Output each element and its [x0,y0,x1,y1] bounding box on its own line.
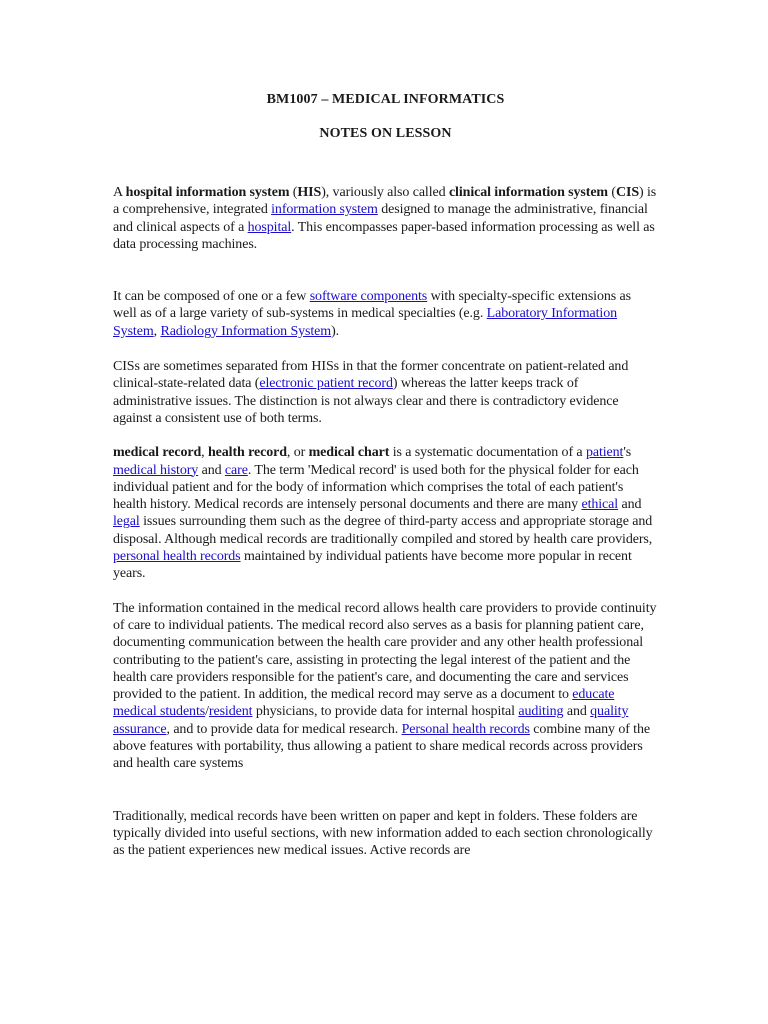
text-span: . The term 'Medical record' is used both for the physical folder for each individual patient and for the body of information which comprises the total of each patient's health history. Medical records are intensely personal documents and there are many [113,462,639,513]
text-span: and [563,704,591,720]
document-page [113,88,658,860]
text-span: and [618,497,642,513]
link-resident[interactable]: resident [208,704,253,720]
text-span: and [198,462,225,478]
term-his: hospital information system [125,185,290,200]
paragraph-components [113,288,658,340]
text-span: issues surrounding them such as the degree of third-party access and appropriate storage and disposal. Although medical records are traditionally compiled and stored by health care providers, [113,514,653,547]
link-care[interactable]: care [224,462,248,478]
text-span: , [153,323,161,339]
link-electronic-patient-record[interactable]: electronic patient record [259,376,393,392]
paragraph-record-uses [113,600,658,773]
text-span: ), variously also called [321,185,449,200]
link-hospital[interactable]: hospital [247,219,292,235]
text-span: ( [289,185,298,200]
paragraph-his-definition [113,184,658,253]
term-health-record: health record [207,445,287,461]
link-quality-assurance[interactable]: quality assurance [113,704,629,737]
paragraph-paper-records [113,808,658,860]
text-span: combine many of the above features with portability, thus allowing a patient to share medical records across providers and health care systems [113,721,650,772]
link-medical-students[interactable]: medical students [113,704,206,720]
term-his-abbr: HIS [297,185,322,200]
course-title: BM1007 – MEDICAL INFORMATICS [266,92,505,107]
link-auditing[interactable]: auditing [518,704,564,720]
text-span: , [201,445,208,461]
text-span: The information contained in the medical record allows health care providers to provide continuity of care to individual patients. The medical record also serves as a basis for planning patient care, documenting communication between the health care provider and any other health professional contributing to the patient's care, assisting in protecting the legal interest of the patient and the health care providers responsible for the patient's care, and documenting the care and services provided to the patient. In addition, the medical record may serve as a document to [113,600,657,703]
link-radiology-information-system[interactable]: Radiology Information System [160,323,332,339]
link-patient[interactable]: patient [585,445,624,461]
link-ethical[interactable]: ethical [581,497,619,513]
text-span: ) is a comprehensive, integrated [113,185,657,218]
paragraph-medical-record [113,444,658,582]
link-laboratory-information-system[interactable]: Laboratory Information System [113,306,618,339]
link-personal-health-records[interactable]: personal health records [113,549,241,565]
link-personal-health-records-2[interactable]: Personal health records [401,721,530,737]
text-span: , and to provide data for medical research. [166,721,402,737]
text-span: physicians, to provide data for internal hospital [252,704,519,720]
text-span: , or [286,445,309,461]
text-span: Traditionally, medical records have been written on paper and kept in folders. These folders are typically divided into useful sections, with new information added to each section chronologically as the patient experiences new medical issues. Active records are [113,808,653,859]
term-cis: clinical information system [448,185,608,200]
link-software-components[interactable]: software components [309,289,428,305]
text-span: with specialty-specific extensions as well as of a large variety of sub-systems in medical specialties (e.g. [113,289,631,322]
text-span: is a systematic documentation of a [389,445,586,461]
link-educate[interactable]: educate [572,687,615,703]
term-cis-abbr: CIS [615,185,640,200]
link-legal[interactable]: legal [113,514,140,530]
notes-subtitle: NOTES ON LESSON [319,126,452,141]
text-span: ) whereas the latter keeps track of administrative issues. The distinction is not always clear and there is contradictory evidence against a consistent use of both terms. [113,376,619,426]
link-medical-history[interactable]: medical history [113,462,199,478]
link-information-system[interactable]: information system [271,202,378,218]
term-medical-record: medical record [113,445,202,461]
text-span: designed to manage the administrative, financial and clinical aspects of a [113,202,648,235]
text-span: A [113,185,126,200]
text-span: . This encompasses paper-based information processing as well as data processing machines. [113,219,655,252]
paragraph-cis-vs-his [113,358,658,427]
term-medical-chart: medical chart [308,445,390,461]
text-span: It can be composed of one or a few [113,289,310,305]
text-span: / [205,704,209,720]
text-span: maintained by individual patients have become more popular in recent years. [113,549,632,582]
text-span: ( [608,185,616,200]
text-span: ). [331,323,340,339]
text-span: 's [623,445,632,461]
text-span: CISs are sometimes separated from HISs in that the former concentrate on patient-related and clinical-state-related data ( [113,359,629,392]
